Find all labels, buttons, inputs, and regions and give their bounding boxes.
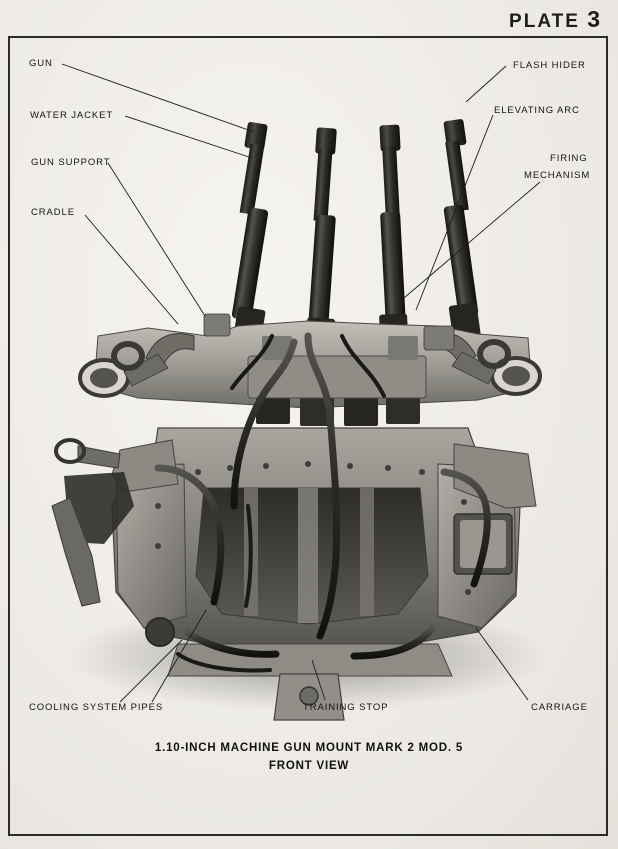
barrel-3 <box>382 146 400 219</box>
water-jacket-3 <box>380 212 406 328</box>
top-fitting-left <box>204 314 230 336</box>
plate-word: PLATE <box>509 11 580 32</box>
gun-barrel-assembly-1 <box>231 122 268 348</box>
barrel-1 <box>240 143 265 214</box>
label-water-jacket: WATER JACKET <box>30 110 114 121</box>
gun-barrel-assembly-4 <box>443 119 481 344</box>
label-firing-mechanism-line2: MECHANISM <box>524 170 591 181</box>
cavity-rib-center <box>298 488 318 623</box>
machine-gun-mount-illustration <box>8 36 608 836</box>
plate-number-heading <box>509 6 602 33</box>
cavity-rib-right <box>360 488 374 616</box>
label-carriage: CARRIAGE <box>531 702 588 713</box>
label-elevating-arc: ELEVATING ARC <box>494 105 580 116</box>
caption-subtitle: FRONT VIEW <box>268 760 350 772</box>
plate-number: 3 <box>587 6 602 32</box>
water-jacket-2 <box>308 214 336 330</box>
caption-title: 1.10-INCH MACHINE GUN MOUNT MARK 2 MOD. 5 <box>154 742 464 754</box>
label-firing-mechanism-line1: FIRING <box>550 153 588 164</box>
gun-barrel-assembly-3 <box>379 124 409 354</box>
barrel-2 <box>314 149 333 222</box>
label-flash-hider: FLASH HIDER <box>513 60 586 71</box>
top-fitting-right <box>424 326 454 350</box>
water-jacket-1 <box>231 207 268 321</box>
base-ring-left <box>146 618 174 646</box>
label-cooling-system-pipes: COOLING SYSTEM PIPES <box>29 702 164 713</box>
label-training-stop: TRAINING STOP <box>303 702 389 713</box>
firing-mechanism-detail-2 <box>388 336 418 360</box>
label-gun: GUN <box>29 58 53 69</box>
barrel-4 <box>445 140 469 211</box>
label-cradle: CRADLE <box>31 207 75 218</box>
label-gun-support: GUN SUPPORT <box>31 157 111 168</box>
water-jacket-4 <box>443 204 478 318</box>
